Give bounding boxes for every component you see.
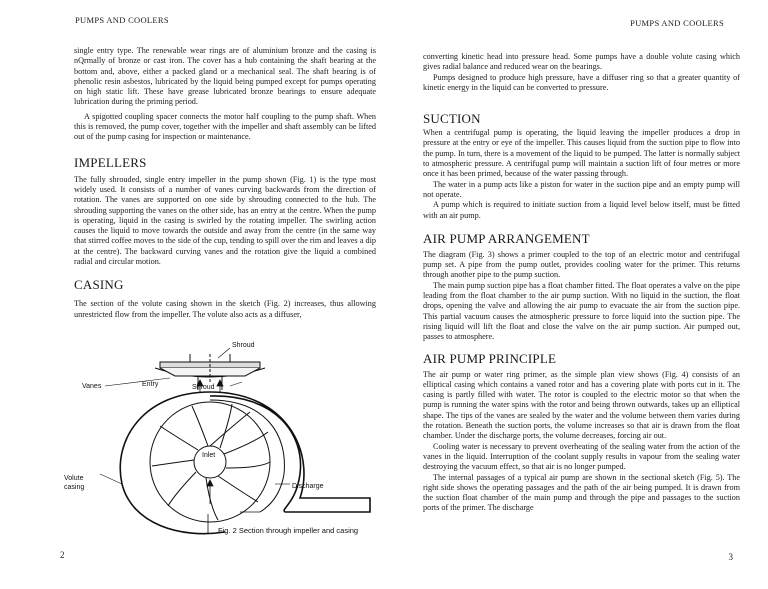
running-head-right: PUMPS AND COOLERS — [630, 18, 724, 28]
heading-air-pump-arrangement: AIR PUMP ARRANGEMENT — [423, 230, 590, 246]
paragraph-principle-2: Cooling water is necessary to prevent overheating of the sealing water from the action of the vanes in the liquid. Interruption of the coolant supply results in vapour from the sealing water destroying the vacuum effect, so that air is no longer pumped. — [423, 441, 740, 472]
label-volute-line1: Volute — [64, 475, 84, 482]
label-volute-line2: casing — [64, 484, 85, 491]
paragraph-intro: single entry type. The renewable wear rings are of aluminium bronze and the casing is nQrmally of bronze or cast iron. The cover has a hub containing the shaft bearing at the bottom and, above, either a packed gland or a mechanical seal. The shaft bearing is of phenolic resin asbestos, lubricated by the liquid being pumped except for pumps operating on high static lift. These have grease lubricated bronze bearings to ensure adequate lubrication during the priming period. — [74, 46, 376, 107]
right-column — [423, 52, 740, 514]
paragraph-suction-3: A pump which is required to initiate suction from a liquid level below itself, must be fitted with an air pump. — [423, 200, 740, 220]
label-vanes: Vanes — [82, 383, 102, 390]
paragraph-spigot: A spigotted coupling spacer connects the motor half coupling to the pump shaft. When this is removed, the pump cover, together with the impeller and shaft assembly can be lifted out of the pump casing for inspection or maintenance. — [74, 111, 376, 142]
paragraph-casing: The section of the volute casing shown in the sketch (Fig. 2) increases, thus allowing unrestricted flow from the impeller. The volute also acts as a diffuser, — [74, 299, 376, 319]
figure-impeller-casing — [60, 334, 380, 544]
label-discharge: Discharge — [292, 483, 324, 490]
page-number-right: 3 — [728, 552, 733, 562]
paragraph-continue: converting kinetic head into pressure head. Some pumps have a double volute casing which gives radial balance and reduced wear on the bearings. — [423, 52, 740, 72]
paragraph-designed: Pumps designed to produce high pressure, have a diffuser ring so that a greater quantity of kinetic energy in the liquid can be converted to pressure. — [423, 72, 740, 92]
paragraph-arrangement-1: The diagram (Fig. 3) shows a primer coupled to the top of an electric motor and centrifugal pump set. A pipe from the pump outlet, provides cooling water for the primer. This returns through another pipe to the pump suction. — [423, 249, 740, 280]
heading-air-pump-principle: AIR PUMP PRINCIPLE — [423, 350, 557, 366]
paragraph-suction-2: The water in a pump acts like a piston for water in the suction pipe and an empty pump will not operate. — [423, 179, 740, 199]
impeller-casing-diagram — [60, 334, 380, 544]
paragraph-suction-1: When a centrifugal pump is operating, the liquid leaving the impeller produces a drop in pressure at the entry or eye of the impeller. This causes liquid from the suction pipe to flow into the pump. In turn, there is a movement of the liquid to be pumped. The latter is normally subject to atmospheric pressure. A centrifugal pump will maintain a suction lift of four metres or more once it has been primed, because of the water passing through. — [423, 128, 740, 179]
heading-impellers: IMPELLERS — [74, 154, 147, 170]
heading-casing: CASING — [74, 277, 124, 293]
figure-caption: Fig. 2 Section through impeller and casing — [218, 526, 359, 535]
heading-suction: SUCTION — [423, 111, 481, 127]
left-column — [74, 46, 376, 320]
paragraph-principle-1: The air pump or water ring primer, as the simple plan view shows (Fig. 4) consists of an elliptical casing which contains a vaned rotor and has a covering plate with ports cut in it. The casing is partly filled with water. The rotor is coupled to the electric motor so that when the pump is running the water spins with the rotor and being thrown outwards, takes up an elliptical shape. The tips of the vanes are sealed by the water and the volume between them varies during the rotation. Beneath the suction ports, the volume increases so that air is drawn from the float chamber. Under the discharge ports, the volume decreases, forcing air out. — [423, 369, 740, 441]
label-shroud-right: Shroud — [192, 384, 215, 391]
paragraph-principle-3: The internal passages of a typical air pump are shown in the sectional sketch (Fig. 5). The right side shows the operating passages and the path of the air being pumped. It is drawn from the suction float chamber of the main pump and through the pipe and passages to the suction ports of the primer. The discharge — [423, 472, 740, 513]
paragraph-impellers: The fully shrouded, single entry impeller in the pump shown (Fig. 1) is the type most widely used. It consists of a number of vanes curving backwards from the direction of rotation. The vanes are supported on one side by shrouding connected to the hub. The shrouding supporting the vanes on the other side, has an entry at the centre. When the pump is operating, liquid in the casing is swirled by the rotating impeller. The swirling action causes the liquid to move towards the outside and away from the centre (in the same way that stirred coffee moves to the side of the cup, tending to spill over the rim and leaves a dip at the centre). The backward curving vanes and the rotation give the liquid a combined radial and circular motion. — [74, 174, 376, 267]
paragraph-arrangement-2: The main pump suction pipe has a float chamber fitted. The float operates a valve on the pipe leading from the float chamber to the air pump suction. With no liquid in the suction, the float drops, opening the valve and allowing the air pump to evacuate the air from the suction pipe. This partial vacuum causes the atmospheric pressure to force liquid into the suction pipe. The rising liquid will lift the float and close the valve on the air pump suction. Air pumped out, passes to atmosphere. — [423, 280, 740, 342]
label-entry: Entry — [142, 381, 159, 388]
page-number-left: 2 — [60, 550, 65, 560]
running-head-left: PUMPS AND COOLERS — [75, 15, 169, 25]
label-inlet: Inlet — [202, 452, 216, 459]
label-shroud-top: Shroud — [232, 342, 255, 349]
